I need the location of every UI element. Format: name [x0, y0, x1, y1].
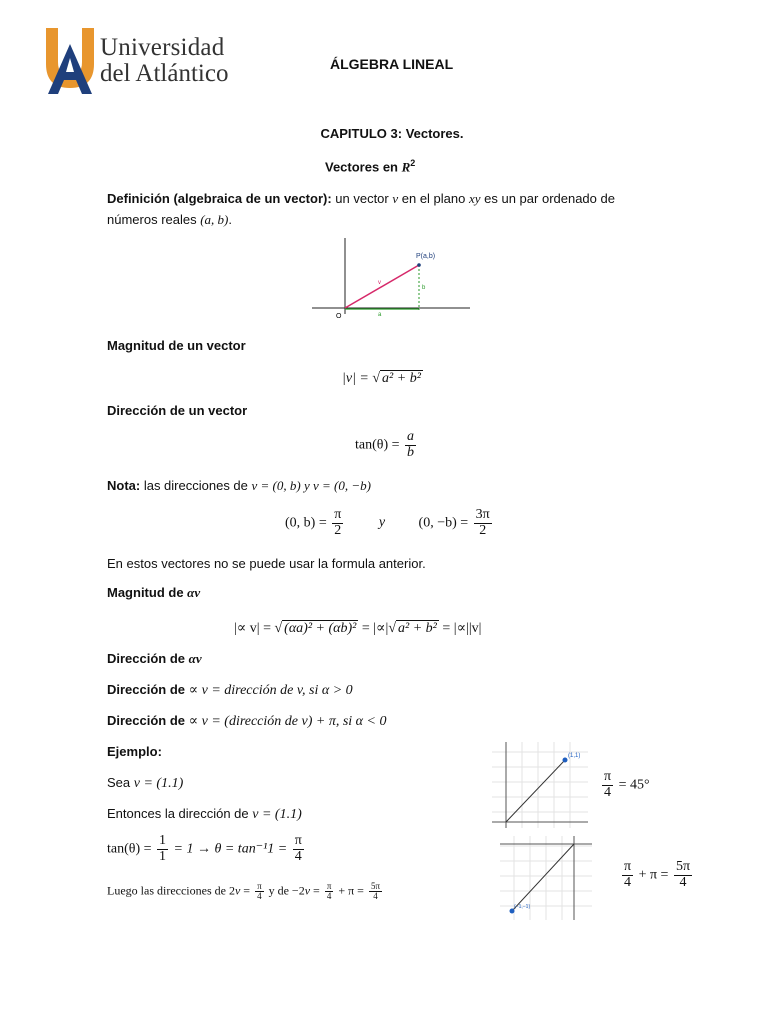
chapter-title: CAPITULO 3: Vectores.	[320, 126, 464, 141]
example-direction: Entonces la dirección de v = (1.1)	[107, 806, 302, 822]
example-side-formula-1: $\frac{\pi}{4}$ = 45°	[604, 769, 650, 800]
scalar-magnitude-formula: |∝ v| = √ (αa)² + (αb)² = |∝|√ a² + b² = |∝||v|	[234, 621, 482, 636]
definition-line2: números reales (a, b).	[107, 212, 233, 227]
scalar-magnitude-heading: Magnitud de αv	[107, 585, 201, 600]
magnitude-formula: |v| = √ a² + b²	[342, 371, 421, 386]
logo-emblem-icon	[40, 24, 100, 96]
scalar-direction-negative: Dirección de ∝ v = (dirección de v) + π, si α < 0	[107, 713, 387, 729]
example-luego: Luego las direcciones de 2v = $\frac{\pi}{4}$ y de −2v = $\frac{\pi}{4}$ + π = $\frac{5\pi}{4}$	[107, 881, 380, 902]
scalar-direction-heading: Dirección de αv	[107, 651, 202, 666]
definition-line1: Definición (algebraica de un vector): un vector v en el plano xy es un par ordenado de	[107, 191, 615, 206]
vector-plane-figure	[312, 238, 472, 322]
direction-formula: tan(θ) = $\frac{a}{b}$	[355, 429, 415, 460]
graph2-point-label: (−1,−1)	[514, 904, 531, 910]
v-label: v	[378, 280, 381, 286]
example-tan-formula: tan(θ) = $\frac{1}{1}$ = 1 → θ = tan⁻¹1 = $\frac{\pi}{4}$	[107, 833, 302, 864]
scalar-direction-positive: Dirección de ∝ v = dirección de v, si α > 0	[107, 682, 353, 698]
note-equations: (0, b) = $\frac{\pi}{2}$ y (0, −b) = $\frac{3\pi}{2}$	[285, 507, 490, 538]
page-header-title: ÁLGEBRA LINEAL	[330, 56, 454, 72]
logo-line1: Universidad	[100, 34, 225, 61]
example-graph-negative	[500, 836, 592, 920]
point-label: P(a,b)	[416, 253, 436, 260]
example-heading: Ejemplo:	[107, 744, 162, 759]
origin-label: O	[336, 313, 342, 320]
graph1-point-label: (1,1)	[568, 753, 581, 759]
example-side-formula-2: $\frac{\pi}{4}$ + π = $\frac{5\pi}{4}$	[624, 859, 691, 890]
university-logo	[40, 24, 230, 96]
example-graph-positive	[492, 742, 588, 828]
magnitude-heading: Magnitud de un vector	[107, 338, 246, 353]
b-label: b	[422, 285, 426, 291]
note-after: En estos vectores no se puede usar la formula anterior.	[107, 556, 426, 571]
note-line: Nota: las direcciones de v = (0, b) y v = (0, −b)	[107, 478, 371, 493]
chapter-subtitle: Vectores en $R^2$	[325, 158, 416, 175]
logo-line2: del Atlántico	[100, 60, 229, 87]
a-label: a	[378, 312, 382, 318]
example-sea: Sea v = (1.1)	[107, 775, 184, 791]
direction-heading: Dirección de un vector	[107, 403, 248, 418]
